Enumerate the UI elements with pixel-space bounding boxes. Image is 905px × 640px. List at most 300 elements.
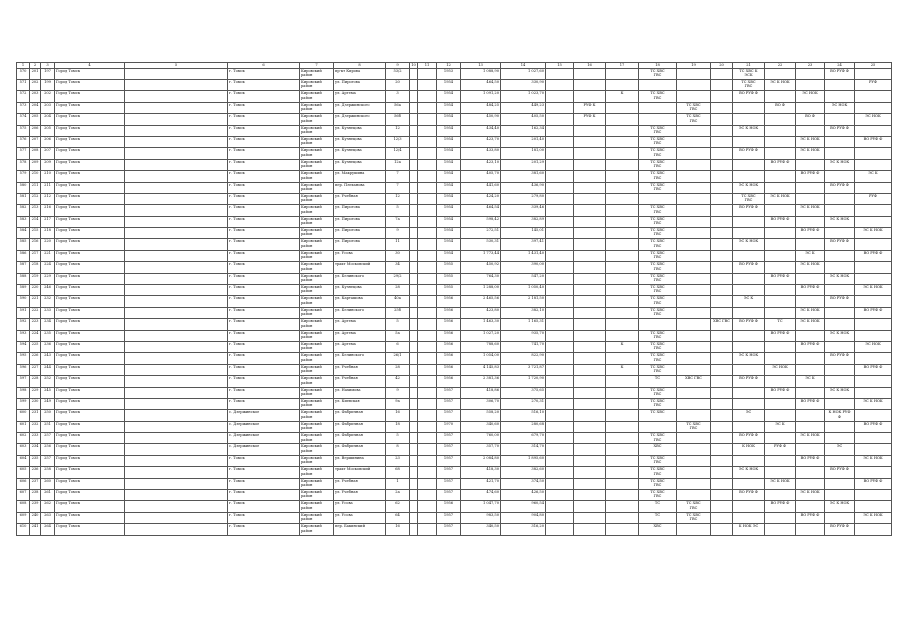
table-cell-col-24	[825, 364, 855, 375]
table-cell-col-8: ул. Киевская	[334, 398, 386, 409]
table-cell-col-10	[410, 341, 418, 352]
table-cell-col-4: Город Томск	[55, 421, 125, 432]
table-cell-col-7: Кировский район	[300, 319, 334, 330]
table-cell-col-22: ВО РУФ Ф	[765, 159, 796, 170]
table-cell-col-25: ВО РУФ Ф	[855, 421, 892, 432]
table-cell-col-10	[410, 319, 418, 330]
table-cell-col-13: 1 091,20	[461, 91, 501, 102]
table-cell-col-13: 1 054,00	[461, 353, 501, 364]
table-cell-col-13: 484,25	[461, 102, 501, 113]
table-cell-col-21	[733, 398, 765, 409]
table-cell-col-21: ЭС К НОК	[733, 353, 765, 364]
table-cell-col-13: 306,70	[461, 398, 501, 409]
table-cell-col-3: 205	[41, 125, 55, 136]
table-cell-col-23	[796, 364, 825, 375]
table-cell-col-8: пер. Плеханова	[334, 182, 386, 193]
table-cell-col-23: ЭС К НОК	[796, 262, 825, 273]
table-cell-col-6: г. Томск	[228, 307, 300, 318]
table-cell-col-6: г. Томск	[228, 478, 300, 489]
table-cell-col-6: г. Томск	[228, 296, 300, 307]
table-cell-col-19	[677, 159, 711, 170]
table-cell-col-23	[796, 387, 825, 398]
table-cell-col-17	[606, 478, 639, 489]
table-cell-col-20	[711, 410, 733, 421]
table-cell-col-12: 1954	[437, 205, 461, 216]
table-cell-col-20	[711, 250, 733, 261]
table-cell-col-19	[677, 285, 711, 296]
table-row	[17, 410, 892, 421]
table-cell-col-25	[855, 433, 892, 444]
table-cell-col-10	[410, 444, 418, 455]
table-cell-col-4: Город Томск	[55, 102, 125, 113]
table-cell-col-11	[418, 410, 437, 421]
table-cell-col-10	[410, 353, 418, 364]
table-cell-col-2: 211	[30, 182, 41, 193]
table-cell-col-11	[418, 114, 437, 125]
table-cell-col-17	[606, 228, 639, 239]
table-cell-col-11	[418, 387, 437, 398]
table-cell-col-1: 584	[17, 228, 30, 239]
table-cell-col-19	[677, 398, 711, 409]
table-cell-col-18: ТС ХВС ГВС	[639, 91, 677, 102]
table-cell-col-20	[711, 501, 733, 512]
table-cell-col-3: 221	[41, 250, 55, 261]
table-cell-col-9: 12/3	[386, 136, 410, 147]
table-cell-col-22	[765, 205, 796, 216]
table-cell-col-25: ЭС НОК	[855, 341, 892, 352]
table-cell-col-24: ЭС К НОК	[825, 387, 855, 398]
table-cell-col-10	[410, 296, 418, 307]
table-cell-col-15	[546, 171, 574, 182]
table-cell-col-4: Город Томск	[55, 159, 125, 170]
table-cell-col-5	[125, 319, 228, 330]
table-cell-col-6: г. Томск	[228, 148, 300, 159]
table-cell-col-20	[711, 455, 733, 466]
table-cell-col-17	[606, 319, 639, 330]
table-cell-col-16	[574, 478, 606, 489]
table-cell-col-8: ул. Пирогова	[334, 239, 386, 250]
table-cell-col-4: Город Томск	[55, 330, 125, 341]
table-cell-col-3: 257	[41, 455, 55, 466]
table-cell-col-18: ТС ХВС ГВС	[639, 250, 677, 261]
table-cell-col-13: 1 027,20	[461, 330, 501, 341]
table-cell-col-5	[125, 421, 228, 432]
table-cell-col-5	[125, 353, 228, 364]
table-cell-col-2: 241	[30, 524, 41, 535]
table-cell-col-4: Город Томск	[55, 182, 125, 193]
table-cell-col-22	[765, 398, 796, 409]
table-cell-col-23	[796, 68, 825, 79]
table-cell-col-12: 1954	[437, 102, 461, 113]
table-cell-col-8: ул. Артема	[334, 330, 386, 341]
table-cell-col-18	[639, 102, 677, 113]
table-cell-col-5	[125, 262, 228, 273]
table-cell-col-16	[574, 319, 606, 330]
table-cell-col-7: Кировский район	[300, 512, 334, 523]
table-cell-col-25	[855, 319, 892, 330]
table-cell-col-11	[418, 364, 437, 375]
table-cell-col-22	[765, 239, 796, 250]
table-cell-col-8: ул. Белинского	[334, 273, 386, 284]
table-cell-col-14: 382,60	[501, 467, 546, 478]
table-cell-col-9: 8	[386, 444, 410, 455]
table-cell-col-21	[733, 341, 765, 352]
table-cell-col-15	[546, 524, 574, 535]
table-cell-col-2: 212	[30, 193, 41, 204]
table-cell-col-16	[574, 398, 606, 409]
table-cell-col-19	[677, 387, 711, 398]
table-cell-col-22: ВО РУФ Ф	[765, 273, 796, 284]
table-cell-col-24	[825, 250, 855, 261]
table-cell-col-18: ТС ХВС ГВС	[639, 341, 677, 352]
table-cell-col-8: ул. Артема	[334, 341, 386, 352]
table-cell-col-25: ВО РУФ Ф	[855, 250, 892, 261]
table-cell-col-17	[606, 353, 639, 364]
table-cell-col-22	[765, 512, 796, 523]
table-cell-col-19: ТС ХВС ГВС	[677, 501, 711, 512]
table-cell-col-18: ТС ХВС ГВС	[639, 148, 677, 159]
table-cell-col-18: ТС ХВС ГВС	[639, 285, 677, 296]
table-cell-col-2: 208	[30, 148, 41, 159]
table-cell-col-9: 16	[386, 410, 410, 421]
table-cell-col-9: 28	[386, 364, 410, 375]
table-cell-col-4: Город Томск	[55, 387, 125, 398]
table-cell-col-3: 244	[41, 364, 55, 375]
table-cell-col-17	[606, 148, 639, 159]
table-cell-col-11	[418, 501, 437, 512]
table-cell-col-6: г. Томск	[228, 125, 300, 136]
table-cell-col-13: 1 288,00	[461, 285, 501, 296]
table-cell-col-4: Город Томск	[55, 341, 125, 352]
table-cell-col-17	[606, 285, 639, 296]
table-cell-col-18: ТС ХВС ГВС	[639, 136, 677, 147]
table-cell-col-17	[606, 193, 639, 204]
table-cell-col-21	[733, 250, 765, 261]
table-cell-col-25: ЭС К	[855, 171, 892, 182]
table-cell-col-21	[733, 455, 765, 466]
table-cell-col-24: ВО РУФ Ф	[825, 353, 855, 364]
table-cell-col-2: 232	[30, 421, 41, 432]
table-cell-col-14: 145,01	[501, 228, 546, 239]
table-cell-col-7: Кировский район	[300, 262, 334, 273]
table-cell-col-14: 741,70	[501, 341, 546, 352]
table-cell-col-13: 423,80	[461, 307, 501, 318]
table-cell-col-13: 2 381,36	[461, 376, 501, 387]
table-cell-col-17	[606, 501, 639, 512]
table-row	[17, 421, 892, 432]
table-cell-col-15	[546, 467, 574, 478]
table-cell-col-22	[765, 125, 796, 136]
table-cell-col-18: ТС ХВС ГВС	[639, 228, 677, 239]
table-cell-col-7: Кировский район	[300, 228, 334, 239]
table-cell-col-1: 572	[17, 91, 30, 102]
table-cell-col-5	[125, 433, 228, 444]
table-cell-col-18: ТС ХВС ГВС	[639, 353, 677, 364]
table-cell-col-18: ТС ХВС ГВС	[639, 364, 677, 375]
table-cell-col-14: 162,34	[501, 125, 546, 136]
table-cell-col-3: 256	[41, 444, 55, 455]
table-cell-col-12: 1956	[437, 296, 461, 307]
table-cell-col-24	[825, 307, 855, 318]
table-cell-col-9: 2а	[386, 490, 410, 501]
table-cell-col-23: ВО Ф	[796, 114, 825, 125]
table-cell-col-6: г. Томск	[228, 512, 300, 523]
table-cell-col-18: ТС ХВС ГВС	[639, 433, 677, 444]
table-cell-col-10	[410, 410, 418, 421]
table-cell-col-17	[606, 171, 639, 182]
table-cell-col-16	[574, 364, 606, 375]
table-cell-col-7: Кировский район	[300, 341, 334, 352]
table-cell-col-7: Кировский район	[300, 125, 334, 136]
table-cell-col-19	[677, 205, 711, 216]
table-cell-col-18: ТС ХВС ГВС	[639, 273, 677, 284]
table-cell-col-5	[125, 307, 228, 318]
table-cell-col-7: Кировский район	[300, 421, 334, 432]
table-cell-col-14: 390,00	[501, 262, 546, 273]
table-cell-col-9: 5	[386, 205, 410, 216]
table-cell-col-16	[574, 467, 606, 478]
table-cell-col-1: 580	[17, 182, 30, 193]
table-cell-col-5	[125, 102, 228, 113]
table-cell-col-19	[677, 478, 711, 489]
table-cell-col-25	[855, 239, 892, 250]
table-cell-col-7: Кировский район	[300, 102, 334, 113]
table-cell-col-18: ХВС	[639, 444, 677, 455]
table-row	[17, 114, 892, 125]
table-cell-col-11	[418, 444, 437, 455]
table-cell-col-19	[677, 136, 711, 147]
table-cell-col-20	[711, 524, 733, 535]
table-cell-col-15	[546, 433, 574, 444]
table-row	[17, 182, 892, 193]
column-number-8: 8	[334, 63, 386, 69]
table-cell-col-9: 40а	[386, 296, 410, 307]
table-cell-col-7: Кировский район	[300, 501, 334, 512]
table-cell-col-14: 1 023,70	[501, 91, 546, 102]
table-cell-col-6: г. Томск	[228, 285, 300, 296]
table-cell-col-10	[410, 398, 418, 409]
table-cell-col-23	[796, 296, 825, 307]
table-cell-col-23: ЭС К НОК	[796, 433, 825, 444]
table-cell-col-25	[855, 205, 892, 216]
table-cell-col-12: 1954	[437, 148, 461, 159]
table-cell-col-12: 1957	[437, 455, 461, 466]
table-cell-col-16	[574, 193, 606, 204]
table-cell-col-14: 1 431,40	[501, 250, 546, 261]
table-cell-col-15	[546, 68, 574, 79]
table-cell-col-6: г. Томск	[228, 364, 300, 375]
table-cell-col-1: 600	[17, 410, 30, 421]
column-number-19: 19	[677, 63, 711, 69]
table-cell-col-17	[606, 239, 639, 250]
table-cell-col-10	[410, 364, 418, 375]
table-cell-col-7: Кировский район	[300, 307, 334, 318]
table-cell-col-22	[765, 262, 796, 273]
table-cell-col-23	[796, 421, 825, 432]
table-cell-col-24	[825, 421, 855, 432]
table-cell-col-24	[825, 285, 855, 296]
table-cell-col-9: 56а	[386, 102, 410, 113]
table-cell-col-7: Кировский район	[300, 524, 334, 535]
table-cell-col-4: Город Томск	[55, 91, 125, 102]
table-cell-col-8: ул. Кузнецова	[334, 125, 386, 136]
table-cell-col-25	[855, 501, 892, 512]
table-cell-col-19: ТС ХВС ГВС	[677, 114, 711, 125]
table-cell-col-17	[606, 467, 639, 478]
table-cell-col-20	[711, 512, 733, 523]
housing-register-table	[16, 62, 892, 536]
table-cell-col-23	[796, 444, 825, 455]
table-cell-col-19	[677, 341, 711, 352]
table-cell-col-4: Город Томск	[55, 376, 125, 387]
table-cell-col-12: 1956	[437, 307, 461, 318]
table-cell-col-20	[711, 102, 733, 113]
table-cell-col-14: 316,20	[501, 524, 546, 535]
column-number-16: 16	[574, 63, 606, 69]
table-cell-col-21	[733, 330, 765, 341]
table-cell-col-5	[125, 239, 228, 250]
table-cell-col-4: Город Томск	[55, 125, 125, 136]
table-cell-col-5	[125, 136, 228, 147]
table-cell-col-9: 62	[386, 501, 410, 512]
table-cell-col-5	[125, 376, 228, 387]
table-cell-col-2: 240	[30, 512, 41, 523]
table-cell-col-15	[546, 125, 574, 136]
table-cell-col-15	[546, 250, 574, 261]
table-cell-col-17	[606, 182, 639, 193]
table-cell-col-9: 5а	[386, 330, 410, 341]
table-cell-col-20	[711, 273, 733, 284]
table-cell-col-17	[606, 455, 639, 466]
table-cell-col-24	[825, 478, 855, 489]
table-cell-col-13: 530,31	[461, 239, 501, 250]
table-cell-col-19	[677, 171, 711, 182]
table-cell-col-5	[125, 228, 228, 239]
table-cell-col-8: ул. Учебная	[334, 490, 386, 501]
table-cell-col-1: 586	[17, 250, 30, 261]
table-cell-col-10	[410, 433, 418, 444]
table-cell-col-15	[546, 91, 574, 102]
table-cell-col-6: г. Томск	[228, 159, 300, 170]
table-cell-col-17	[606, 68, 639, 79]
table-cell-col-18	[639, 79, 677, 90]
table-cell-col-19	[677, 250, 711, 261]
table-cell-col-21	[733, 273, 765, 284]
table-cell-col-7: Кировский район	[300, 193, 334, 204]
table-cell-col-6: г. Томск	[228, 330, 300, 341]
table-cell-col-23: ВО РУФ Ф	[796, 171, 825, 182]
column-number-3: 3	[41, 63, 55, 69]
table-cell-col-16: РУФ К	[574, 114, 606, 125]
table-cell-col-19	[677, 410, 711, 421]
table-cell-col-19	[677, 490, 711, 501]
table-cell-col-16	[574, 285, 606, 296]
table-cell-col-11	[418, 193, 437, 204]
table-cell-col-4: Город Томск	[55, 79, 125, 90]
table-cell-col-23	[796, 125, 825, 136]
table-cell-col-3: 258	[41, 467, 55, 478]
table-row	[17, 273, 892, 284]
table-cell-col-8: ул. Фабричная	[334, 433, 386, 444]
table-cell-col-13: 423,10	[461, 159, 501, 170]
table-row	[17, 478, 892, 489]
table-cell-col-11	[418, 239, 437, 250]
table-cell-col-8: ул. Пирогова	[334, 216, 386, 227]
table-cell-col-22: ЭС К НОК	[765, 79, 796, 90]
table-cell-col-12: 1956	[437, 353, 461, 364]
table-cell-col-2: 223	[30, 319, 41, 330]
table-cell-col-20	[711, 376, 733, 387]
table-cell-col-4: Город Томск	[55, 250, 125, 261]
table-cell-col-21	[733, 364, 765, 375]
column-number-6: 6	[228, 63, 300, 69]
table-cell-col-5	[125, 171, 228, 182]
table-cell-col-12: 1954	[437, 79, 461, 90]
table-cell-col-19: ТС ХВС ГВС	[677, 102, 711, 113]
table-cell-col-15	[546, 444, 574, 455]
table-cell-col-11	[418, 148, 437, 159]
table-cell-col-19	[677, 125, 711, 136]
column-number-18: 18	[639, 63, 677, 69]
table-cell-col-21: К НОК ЭС	[733, 524, 765, 535]
table-cell-col-15	[546, 410, 574, 421]
table-cell-col-18: ТС ХВС ГВС	[639, 467, 677, 478]
table-cell-col-9: 6	[386, 341, 410, 352]
table-cell-col-16	[574, 68, 606, 79]
table-cell-col-14: 547,20	[501, 273, 546, 284]
table-cell-col-20	[711, 353, 733, 364]
table-cell-col-20	[711, 216, 733, 227]
table-cell-col-20	[711, 341, 733, 352]
table-cell-col-23	[796, 239, 825, 250]
table-cell-col-7: Кировский район	[300, 410, 334, 421]
table-cell-col-22	[765, 182, 796, 193]
table-cell-col-14: 1 895,60	[501, 455, 546, 466]
table-cell-col-3: 260	[41, 478, 55, 489]
table-cell-col-21	[733, 307, 765, 318]
table-cell-col-5	[125, 285, 228, 296]
table-cell-col-22	[765, 341, 796, 352]
table-cell-col-17: К	[606, 91, 639, 102]
table-cell-col-11	[418, 478, 437, 489]
table-cell-col-12: 1953	[437, 68, 461, 79]
table-cell-col-21: ЭС К НОК	[733, 239, 765, 250]
table-cell-col-12: 1954	[437, 125, 461, 136]
table-row	[17, 376, 892, 387]
table-cell-col-3: 204	[41, 114, 55, 125]
table-cell-col-18: ТС ХВС ГВС	[639, 262, 677, 273]
table-cell-col-24	[825, 490, 855, 501]
table-cell-col-3: 202	[41, 91, 55, 102]
table-cell-col-12: 1956	[437, 319, 461, 330]
table-cell-col-7: Кировский район	[300, 364, 334, 375]
table-cell-col-4: Город Томск	[55, 193, 125, 204]
table-cell-col-15	[546, 364, 574, 375]
table-cell-col-16	[574, 501, 606, 512]
table-cell-col-13: 421,70	[461, 478, 501, 489]
table-cell-col-14: 280,68	[501, 421, 546, 432]
table-cell-col-19	[677, 239, 711, 250]
table-row	[17, 501, 892, 512]
table-cell-col-11	[418, 421, 437, 432]
table-cell-col-2: 228	[30, 376, 41, 387]
table-cell-col-11	[418, 398, 437, 409]
table-cell-col-15	[546, 79, 574, 90]
table-cell-col-2: 234	[30, 444, 41, 455]
table-cell-col-20	[711, 228, 733, 239]
table-cell-col-2: 233	[30, 433, 41, 444]
table-cell-col-25	[855, 296, 892, 307]
